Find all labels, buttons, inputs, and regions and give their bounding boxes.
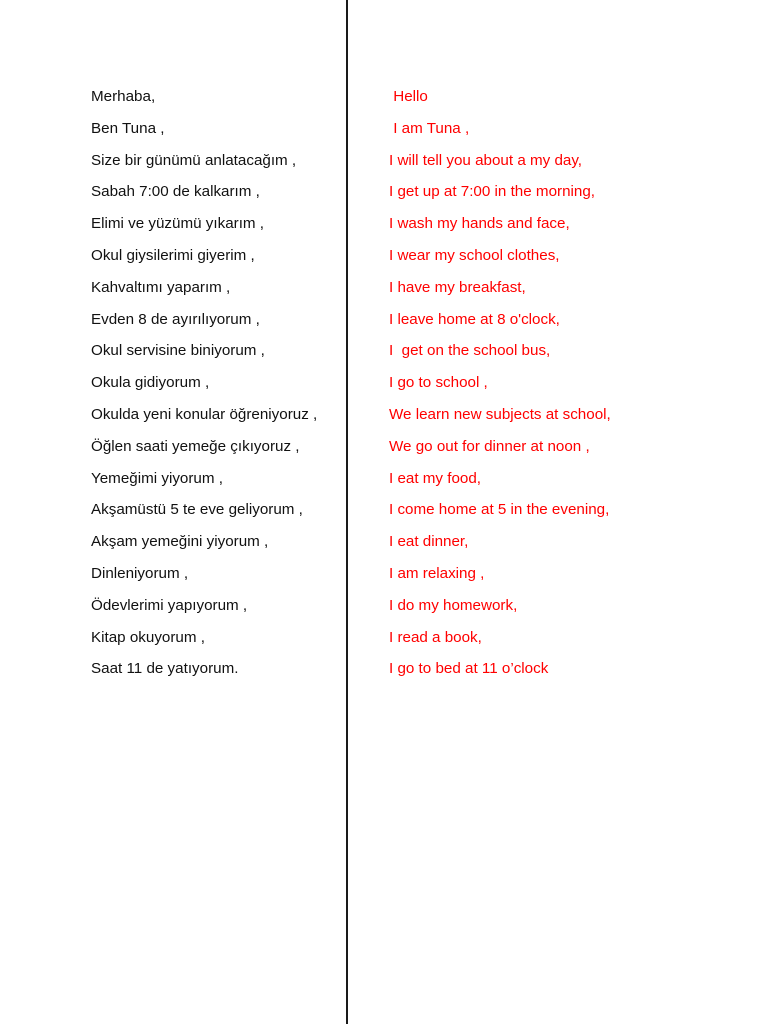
english-line: I get up at 7:00 in the morning, [389,183,596,201]
turkish-line: Saat 11 de yatıyorum. [91,660,239,678]
english-line: I eat my food, [389,469,482,487]
turkish-line: Akşamüstü 5 te eve geliyorum , [91,501,303,519]
turkish-line: Akşam yemeğini yiyorum , [91,533,269,551]
english-line: I get on the school bus, [389,342,551,360]
turkish-line: Okula gidiyorum , [91,374,210,392]
turkish-line: Okul servisine biniyorum , [91,342,265,360]
english-line: We go out for dinner at noon , [389,437,590,455]
english-line: I go to school , [389,374,488,392]
english-line: I wash my hands and face, [389,215,570,233]
english-line: We learn new subjects at school, [389,405,611,423]
column-divider [346,0,348,1024]
english-line: I go to bed at 11 o’clock [389,660,549,678]
turkish-line: Elimi ve yüzümü yıkarım , [91,215,265,233]
turkish-line: Ben Tuna , [91,119,165,137]
english-line: I leave home at 8 o'clock, [389,310,560,328]
english-line: I do my homework, [389,596,518,614]
english-line: Hello [389,88,428,105]
english-line: I eat dinner, [389,533,469,551]
english-line: I will tell you about a my day, [389,151,583,169]
turkish-line: Size bir günümü anlatacağım , [91,151,297,169]
english-line: I am Tuna , [389,119,470,137]
english-line: I have my breakfast, [389,278,526,296]
turkish-line: Yemeğimi yiyorum , [91,469,223,487]
english-line: I am relaxing , [389,564,485,582]
turkish-line: Dinleniyorum , [91,564,189,582]
english-line: I read a book, [389,628,482,646]
turkish-line: Kahvaltımı yaparım , [91,278,231,296]
turkish-line: Okul giysilerimi giyerim , [91,246,255,264]
turkish-line: Merhaba, [91,88,156,105]
turkish-line: Kitap okuyorum , [91,628,205,646]
english-column [389,83,759,687]
turkish-line: Öğlen saati yemeğe çıkıyoruz , [91,437,300,455]
turkish-column [91,83,341,687]
turkish-line: Evden 8 de ayırılıyorum , [91,310,260,328]
english-line: I come home at 5 in the evening, [389,501,610,519]
english-line: I wear my school clothes, [389,246,560,264]
turkish-line: Sabah 7:00 de kalkarım , [91,183,260,201]
turkish-line: Ödevlerimi yapıyorum , [91,596,248,614]
turkish-line: Okulda yeni konular öğreniyoruz , [91,405,318,423]
